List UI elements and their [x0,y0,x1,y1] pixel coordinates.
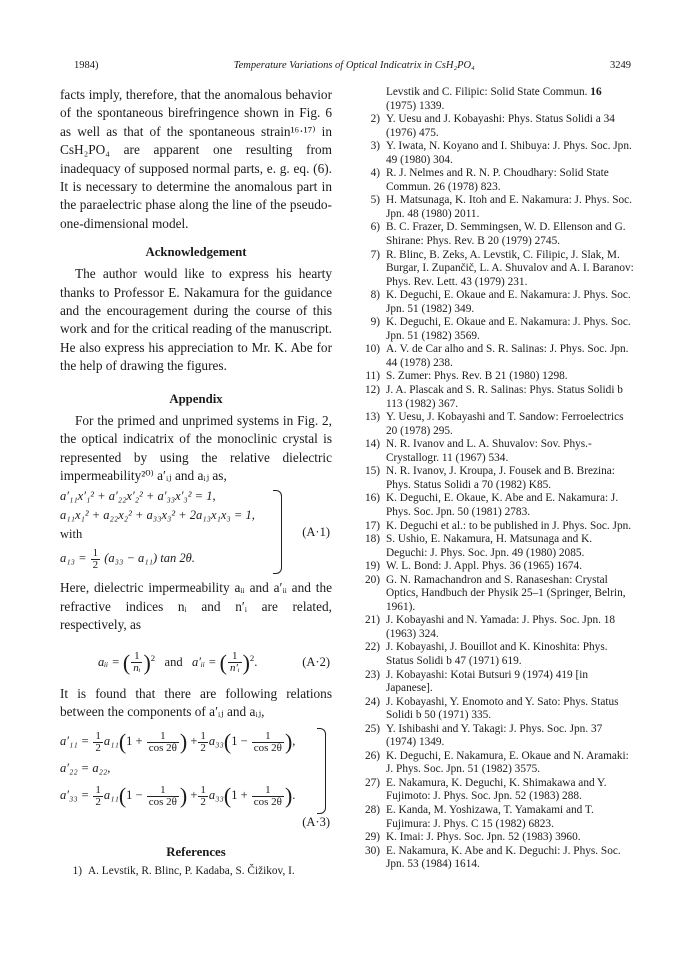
eq-a3-line3: a′₃₃ = $\frac{1}{2}$ a₁₁(1 − $\frac{1}{\cos 2\theta}$ ) + $\frac{1}{2}$ a₃₃(1 + $\frac{1}{\cos 2\theta}$ ). [60,783,296,809]
reference-item [358,641,634,668]
eq-a2-and: and [164,654,183,669]
reference-text: K. Deguchi et al.: to be published in J. Phys. Soc. Jpn. [386,519,632,532]
reference-number: 20) [364,573,380,586]
reference-list [358,113,634,872]
right-column [358,86,634,872]
reference-item [358,465,634,492]
reference-text: Y. Iwata, N. Koyano and I. Shibuya: J. Phys. Soc. Jpn. 49 (1980) 304. [386,140,632,166]
reference-text: K. Deguchi, E. Nakamura, E. Okaue and N. Aramaki: J. Phys. Soc. Jpn. 51 (1982) 3575. [386,749,629,776]
equation-a1 [60,487,332,575]
right-brace-icon [273,490,282,574]
header-year: 1984) [74,60,99,71]
reference-item [358,316,634,343]
reference-text: K. Imai: J. Phys. Soc. Jpn. 52 (1983) 3960. [386,831,581,844]
eq-a3-label: (A·3) [302,815,330,830]
reference-number: 6) [370,221,380,234]
eq-a1-label: (A·1) [302,525,330,540]
reference-number: 19) [364,560,380,573]
reference-text: B. C. Frazer, D. Semmingsen, W. D. Ellenson and G. Shirane: Phys. Rev. B 20 (1979) 2745. [386,221,626,248]
reference-item-1-cont: Levstik and C. Filipic: Solid State Commun. 16 (1975) 1339. [386,86,602,112]
reference-text: W. L. Bond: J. Appl. Phys. 36 (1965) 1674. [386,560,583,573]
reference-item [358,194,634,221]
reference-number: 25) [364,722,380,735]
reference-number: 13) [364,411,380,424]
header-running-title: Temperature Variations of Optical Indicatrix in CsH₂PO₄ [233,60,475,71]
reference-item [358,723,634,750]
reference-number: 2) [370,113,380,126]
reference-number: 26) [364,749,380,762]
reference-text: N. R. Ivanov and L. A. Shuvalov: Sov. Phys.-Crystallogr. 11 (1967) 534. [386,438,592,464]
eq-a1-line3 [60,544,332,572]
reference-text: G. N. Ramachandron and S. Ranaseshan: Crystal Optics, Handbuch der Physik 25–1 (Springer, Belrin, 1961). [386,573,626,613]
reference-item [358,533,634,560]
reference-number: 3) [370,140,380,153]
reference-number: 23) [364,668,380,681]
reference-text: K. Deguchi, E. Okaue and E. Nakamura: J. Phys. Soc. Jpn. 51 (1982) 3569. [386,316,631,342]
eq-a1-line2: a₁₁x₁² + a₂₂x₂² + a₃₃x₃² + 2a₁₃x₁x₃ = 1, [60,508,255,523]
intro-paragraph: facts imply, therefore, that the anomalous behavior of the spontaneous birefringence shown in Fig. 6 as well as that of the spontaneous strain¹⁶·¹⁷⁾ in CsH₂PO₄ are apparent one resulting from inadequacy of supposed normal parts, e. g. eq. (6). It is necessary to determine the anomalous part in the paraelectric phase along the line of the pseudo-one-dimensional model. [60,87,332,231]
reference-text: K. Deguchi, E. Okaue, K. Abe and E. Nakamura: J. Phys. Soc. Jpn. 50 (1981) 2783. [386,492,619,518]
eq-a3-line2: a′₂₂ = a₂₂, [60,761,111,776]
reference-item [358,560,634,574]
reference-item [358,343,634,370]
references-heading: References [166,845,226,860]
reference-number: 16) [364,492,380,505]
reference-item [358,289,634,316]
reference-number: 14) [364,438,380,451]
reference-number: 15) [364,465,380,478]
reference-text: Y. Ishibashi and Y. Takagi: J. Phys. Soc. Jpn. 37 (1974) 1349. [386,722,603,749]
reference-item-1: 1) A. Levstik, R. Blinc, P. Kadaba, S. Čižikov, I. [60,865,332,879]
reference-text: J. Kobayashi, J. Bouillot and K. Kinoshita: Phys. Status Solidi b 47 (1971) 619. [386,641,608,667]
reference-item [358,411,634,438]
reference-text: S. Ushio, E. Nakamura, H. Matsunaga and K. Deguchi: J. Phys. Soc. Jpn. 49 (1980) 2085. [386,533,593,559]
reference-text: Y. Uesu, J. Kobayashi and T. Sandow: Ferroelectrics 20 (1978) 295. [386,411,624,437]
fraction-one-half: $\frac{1}{2}$ [92,546,99,571]
reference-text: A. V. de Car alho and S. R. Salinas: J. Phys. Soc. Jpn. 44 (1978) 238. [386,343,629,369]
appendix-paragraph-1: For the primed and unprimed systems in Fig. 2, the optical indicatrix of the monoclinic crystal is represented by using the relative dielectric impermeability²⁰⁾ a′ᵢⱼ and aᵢⱼ as, [60,412,332,483]
reference-number: 27) [364,776,380,789]
reference-number: 18) [364,533,380,546]
left-column [60,86,332,879]
reference-text: H. Matsunaga, K. Itoh and E. Nakamura: J. Phys. Soc. Jpn. 48 (1980) 2011. [386,194,632,220]
reference-item [358,520,634,534]
reference-item [358,750,634,777]
appendix-paragraph-2: Here, dielectric impermeability aᵢᵢ and a′ᵢᵢ and the refractive indices nᵢ and n′ᵢ are related, respectively, as [60,580,332,633]
right-brace-icon [317,728,326,814]
reference-number: 28) [364,803,380,816]
reference-number: 29) [364,831,380,844]
reference-text: E. Nakamura, K. Deguchi, K. Shimakawa and Y. Fujimoto: J. Phys. Soc. Jpn. 52 (1983) 288. [386,776,607,803]
reference-item [358,140,634,167]
eq-a1-line3-lhs: a₁₃ = [60,551,87,566]
reference-item [358,831,634,845]
reference-item [358,614,634,641]
reference-item [358,167,634,194]
equation-a3 [60,725,332,829]
reference-item [358,696,634,723]
reference-number: 22) [364,641,380,654]
reference-number: 8) [370,289,380,302]
eq-a1-with: with [60,527,83,542]
header-page-number: 3249 [610,60,631,71]
reference-text: J. Kobayashi and N. Yamada: J. Phys. Soc. Jpn. 18 (1963) 324. [386,614,616,640]
eq-a1-line1: a′₁₁x′₁² + a′₂₂x′₂² + a′₃₃x′₃² = 1, [60,489,216,504]
equation-a2: aᵢᵢ = ( $\frac{1}{\text{nᵢ}}$ )$^2$ and a′ᵢᵢ = ( $\frac{1}{\text{n′ᵢ}}$ )$^2$. (A·2) [98,649,330,675]
reference-item [358,221,634,248]
eq-a2-label: (A·2) [302,654,330,669]
reference-item [358,669,634,696]
reference-item [358,804,634,831]
reference-text: J. Kobayashi, Y. Enomoto and Y. Sato: Phys. Status Solidi b 50 (1971) 335. [386,695,619,722]
running-header [74,60,631,76]
reference-number: 24) [364,695,380,708]
reference-text: E. Kanda, M. Yoshizawa, T. Yamakami and T. Fujimura: J. Phys. C 15 (1982) 6823. [386,803,594,830]
reference-number: 5) [370,194,380,207]
reference-item [358,370,634,384]
eq-a2-lhs2: a′ᵢᵢ = [191,654,217,669]
reference-item [358,384,634,411]
reference-item [358,574,634,615]
reference-number: 30) [364,844,380,857]
reference-number: 11) [365,370,380,383]
reference-1-first-line: A. Levstik, R. Blinc, P. Kadaba, S. Čižikov, I. [88,865,295,878]
reference-number: 17) [364,519,380,532]
reference-text: S. Zumer: Phys. Rev. B 21 (1980) 1298. [386,370,568,383]
eq-a1-line3-rhs: (a₃₃ − a₁₁) tan 2θ. [104,551,195,566]
reference-text: Y. Uesu and J. Kobayashi: Phys. Status Solidi a 34 (1976) 475. [386,113,615,139]
appendix-heading: Appendix [169,391,223,406]
reference-item [358,777,634,804]
reference-item [358,113,634,140]
reference-item [358,249,634,290]
reference-item [358,492,634,519]
reference-item [358,845,634,872]
reference-number: 7) [370,248,380,261]
reference-text: J. A. Plascak and S. R. Salinas: Phys. Status Solidi b 113 (1982) 367. [386,384,623,410]
reference-text: E. Nakamura, K. Abe and K. Deguchi: J. Phys. Soc. Jpn. 53 (1984) 1614. [386,844,621,871]
reference-text: K. Deguchi, E. Okaue and E. Nakamura: J. Phys. Soc. Jpn. 51 (1982) 349. [386,289,631,315]
reference-number: 12) [364,384,380,397]
acknowledgement-heading: Acknowledgement [145,245,247,260]
reference-number: 10) [364,343,380,356]
acknowledgement-text: The author would like to express his hearty thanks to Professor E. Nakamura for the guidance and the encouragement during the course of this work and for the critical reading of the manuscript. He also express his appreciation to Mr. K. Abe for the help of drawing the figures. [60,266,332,374]
reference-number: 9) [370,316,380,329]
eq-a2-lhs1: aᵢᵢ = [98,654,120,669]
eq-a3-line1: a′₁₁ = $\frac{1}{2}$ a₁₁(1 + $\frac{1}{\cos 2\theta}$ ) + $\frac{1}{2}$ a₃₃(1 − $\frac{1}{\cos 2\theta}$ ), [60,729,296,755]
reference-number: 4) [370,167,380,180]
reference-text: R. Blinc, B. Zeks, A. Levstik, C. Filipic, J. Slak, M. Burgar, I. Zupančič, L. A. Shuvalov and A. I. Baranov: Phys. Rev. Lett. 43 (1979) 231. [386,248,634,288]
reference-text: N. R. Ivanov, J. Kroupa, J. Fousek and B. Brezina: Phys. Status Solidi a 70 (1982) K85. [386,465,615,491]
reference-item [358,438,634,465]
reference-text: R. J. Nelmes and R. N. P. Choudhary: Solid State Commun. 26 (1978) 823. [386,167,609,193]
reference-text: J. Kobayashi: Kotai Butsuri 9 (1974) 419 [in Japanese]. [386,668,589,695]
appendix-paragraph-3: It is found that there are following relations between the components of a′ᵢⱼ and aᵢⱼ, [60,685,332,719]
reference-number: 21) [364,614,380,627]
